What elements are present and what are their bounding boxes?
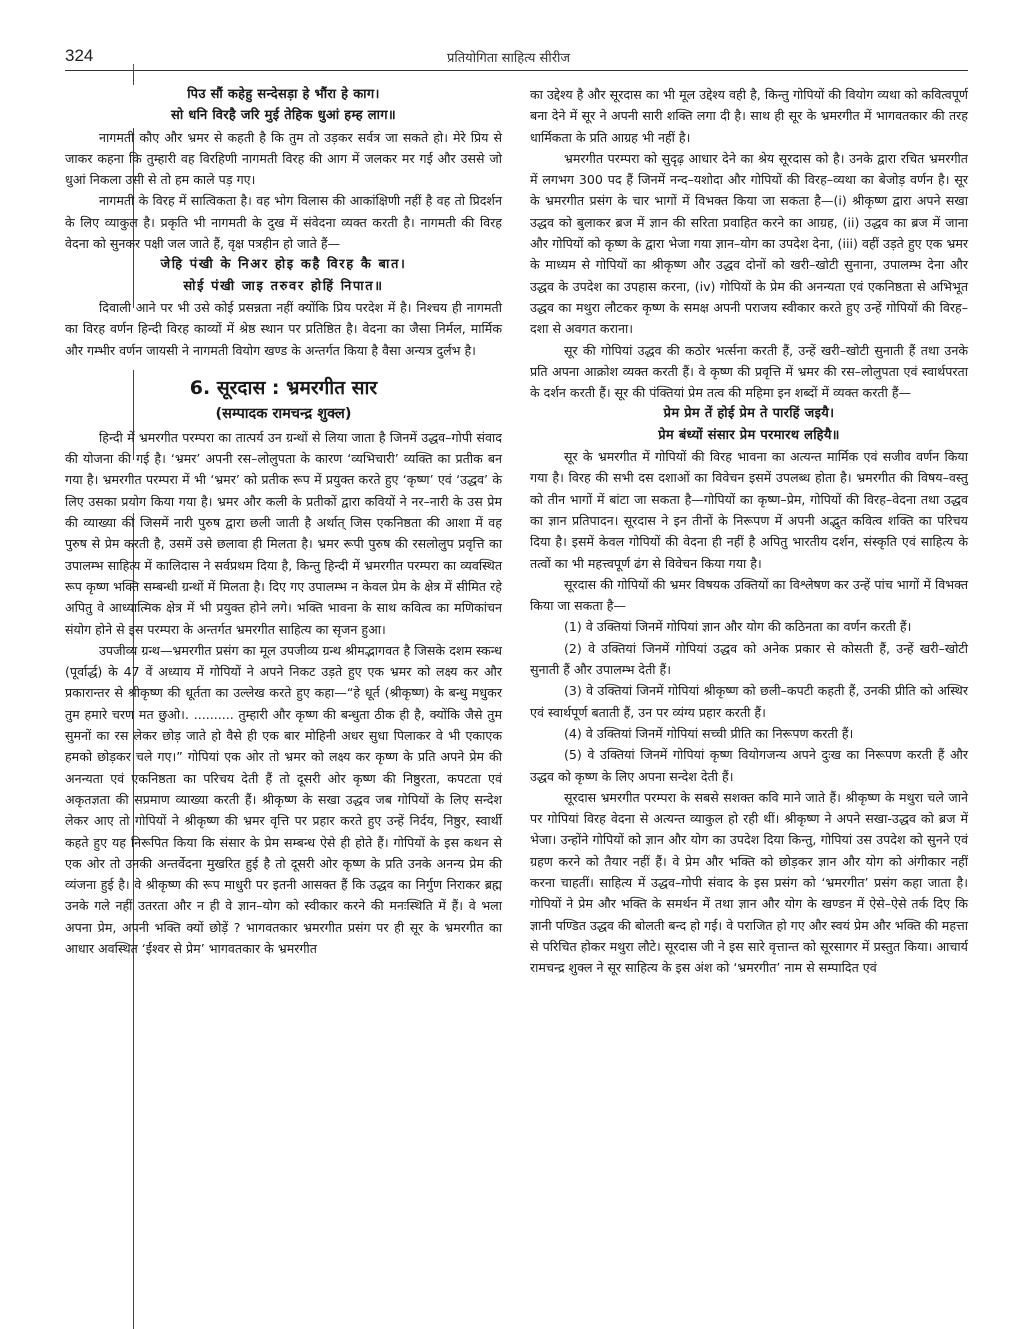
paragraph: सूर की गोपियां उद्धव की कठोर भर्त्सना करती हैं, उन्हें खरी–खोटी सुनाती हैं तथा उनके प्रति अपना आक्रोश व्यक्त करती हैं। वे कृष्ण की प्रवृत्ति में भ्रमर की रस–लोलुपता एवं स्वार्थपरता के दर्शन करती हैं। सूर की पंक्तियां प्रेम तत्व की महिमा इन शब्दों में व्यक्त करती हैं—: [530, 342, 968, 401]
page-number: 324: [65, 46, 94, 65]
paragraph: भ्रमरगीत परम्परा को सुदृढ़ आधार देने का श्रेय सूरदास को है। उनके द्वारा रचित भ्रमरगीत में लगभग 300 पद हैं जिनमें नन्द–यशोदा और गोपियों की विरह–व्यथा का बेजोड़ वर्णन है। सूर के भ्रमरगीत प्रसंग के चार भागों में विभक्त किया जा सकता है—(i) श्रीकृष्ण द्वारा अपने सखा उद्धव को बुलाकर ब्रज में ज्ञान की सरिता प्रवाहित करने का आग्रह, (ii) उद्धव का ब्रज में जाना और गोपियों को कृष्ण के द्वारा भेजा गया ज्ञान–योग का उपदेश देना, (iii) वहीं उड़ते हुए एक भ्रमर के माध्यम से गोपियों का श्रीकृष्ण और उद्धव दोनों को खरी–खोटी सुनाना, उपालम्भ देना और उद्धव के उपदेश का उपहास करना, (iv) गोपियों के प्रेम की अनन्यता एवं एकनिष्ठता से अभिभूत उद्धव का मथुरा लौटकर कृष्ण के समक्ष अपनी पराजय स्वीकार करते हुए उन्हें गोपियों की विरह–दशा से अवगत कराना।: [530, 150, 968, 337]
left-column: [65, 84, 502, 959]
list-item: (4) वे उक्तियां जिनमें गोपियां सच्ची प्रीति का निरूपण करती हैं।: [564, 725, 854, 741]
verse-couplet: [65, 254, 502, 297]
section-subheading: (सम्पादक रामचन्द्र शुक्ल): [215, 405, 352, 422]
scan-line-artifact: [133, 70, 134, 85]
verse-couplet: [65, 84, 502, 127]
verse-line: सोई पंखी जाइ तरुवर होहिं निपात॥: [183, 278, 384, 294]
right-column: [530, 84, 968, 978]
paragraph: नागमती कौए और भ्रमर से कहती है कि तुम तो उड़कर सर्वत्र जा सकते हो। मेरे प्रिय से जाकर कहना कि तुम्हारी वह विरहिणी नागमती विरह की आग में जलकर मर गई और उससे जो धुआं निकला उसी से तो हम काले पड़ गए।: [65, 129, 502, 188]
verse-couplet: [530, 403, 968, 446]
paragraph: सूर के भ्रमरगीत में गोपियों की विरह भावना का अत्यन्त मार्मिक एवं सजीव वर्णन किया गया है। विरह की सभी दस दशाओं का विवेचन इसमें उपलब्ध होता है। भ्रमरगीत की विषय–वस्तु को तीन भागों में बांटा जा सकता है—गोपियों का कृष्ण–प्रेम, गोपियों की विरह–वेदना तथा उद्धव का ज्ञान प्रतिपादन। सूरदास ने इन तीनों के निरूपण में अपनी अद्भुत कवित्व शक्ति का परिचय दिया है। इसमें केवल गोपियों की वेदना ही नहीं है अपितु भारतीय दर्शन, संस्कृति एवं साहित्य के तत्वों का भी महत्त्वपूर्ण ढंग से विवेचन किया गया है।: [530, 449, 968, 571]
list-item: (1) वे उक्तियां जिनमें गोपियां ज्ञान और योग की कठिनता का वर्णन करती हैं।: [564, 619, 912, 635]
verse-line: जेहि पंखी के निअर होइ कहै विरह कै बात।: [160, 257, 407, 273]
paragraph: दिवाली आने पर भी उसे कोई प्रसन्नता नहीं क्योंकि प्रिय परदेश में है। निश्चय ही नागमती का विरह वर्णन हिन्दी विरह काव्यों में श्रेष्ठ स्थान पर प्रतिष्ठित है। वेदना का जैसा निर्मल, मार्मिक और गम्भीर वर्णन जायसी ने नागमती वियोग खण्ड के अन्तर्गत किया है वैसा अन्यत्र दुर्लभ है।: [65, 299, 502, 358]
verse-line: सो धनि विरहै जरि मुई तेहिक धुआं हम्ह लाग॥: [171, 108, 396, 124]
verse-line: प्रेम बंध्यों संसार प्रेम परमारथ लहियै॥: [658, 427, 840, 443]
running-title: प्रतियोगिता साहित्य सीरीज: [447, 51, 571, 66]
paragraph: सूरदास भ्रमरगीत परम्परा के सबसे सशक्त कवि माने जाते हैं। श्रीकृष्ण के मथुरा चले जाने पर गोपियां विरह वेदना से अत्यन्त व्याकुल हो रही थीं। श्रीकृष्ण ने अपने सखा-उद्धव को ब्रज में भेजा। उन्होंने गोपियों को ज्ञान और योग का उपदेश दिया किन्तु, गोपियां उस उपदेश को सुनने एवं ग्रहण करने को तैयार नहीं हैं। वे प्रेम और भक्ति को छोड़कर ज्ञान और योग को अंगीकार नहीं करना चाहतीं। साहित्य में उद्धव–गोपी संवाद के इस प्रसंग को ‘भ्रमरगीत’ प्रसंग कहा जाता है। गोपियों ने प्रेम और भक्ति के समर्थन में तथा ज्ञान और योग के खण्डन में ऐसे–ऐसे तर्क दिए कि ज्ञानी पण्डित उद्धव की बोलती बन्द हो गई। वे पराजित हो गए और स्वयं प्रेम और भक्ति की महत्ता से परिचित होकर मथुरा लौटे। सूरदास जी ने इस सारे वृत्तान्त को सूरसागर में प्रस्तुत किया। आचार्य रामचन्द्र शुक्ल ने सूर साहित्य के इस अंश को ‘भ्रमरगीत’ नाम से सम्पादित एवं: [530, 789, 968, 976]
verse-line: पिउ सौं कहेहु सन्देसड़ा हे भौंरा हे काग।: [187, 87, 380, 102]
paragraph: नागमती के विरह में सात्विकता है। वह भोग विलास की आकांक्षिणी नहीं है वह तो प्रिदर्शन के लिए व्याकुल है। प्रकृति भी नागमती के दुख में संवेदना व्यक्त करती है। नागमती की विरह वेदना को सुनकर पक्षी जल जाते हैं, वृक्ष पत्रहीन हो जाते हैं—: [65, 193, 502, 252]
list-item: (3) वे उक्तियां जिनमें गोपियां श्रीकृष्ण को छली–कपटी कहती हैं, उनकी प्रीति को अस्थिर एवं स्वार्थपूर्ण बताती हैं, उन पर व्यंग्य प्रहार करती हैं।: [530, 683, 968, 720]
paragraph: का उद्देश्य है और सूरदास का भी मूल उद्देश्य वही है, किन्तु गोपियों की वियोग व्यथा को कवित्वपूर्ण बना देने में सूर ने अपनी सारी शक्ति लगा दी है। साथ ही सूर के भ्रमरगीत में भागवतकार की तरह धार्मिकता के प्रति आग्रह भी नहीं है।: [530, 87, 968, 145]
verse-line: प्रेम प्रेम तें होई प्रेम ते पारहिं जइयै।: [663, 406, 835, 422]
paragraph: सूरदास की गोपियों की भ्रमर विषयक उक्तियों का विश्लेषण कर उन्हें पांच भागों में विभक्त किया जा सकता है—: [530, 576, 968, 614]
section-heading: 6. सूरदास : भ्रमरगीत सार: [189, 376, 378, 399]
paragraph: उपजीव्य ग्रन्थ—भ्रमरगीत प्रसंग का मूल उपजीव्य ग्रन्थ श्रीमद्भागवत है जिसके दशम स्कन्ध (पूर्वार्द्ध) के 47 वें अध्याय में गोपियों ने अपने निकट उड़ते हुए एक भ्रमर को लक्ष्य कर और प्रकारान्तर से श्रीकृष्ण की धूर्तता का उल्लेख करते हुए कहा—“हे धूर्त (श्रीकृष्ण) के बन्धु मधुकर तुम हमारे चरण मत छुओ।. .......... तुम्हारी और कृष्ण की बन्धुता ठीक ही है, क्योंकि जैसे तुम सुमनों का रस लेकर छोड़ जाते हो वैसे ही एक बार मोहिनी अधर सुधा पिलाकर वे भी एकाएक हमको छोड़कर चले गए।” गोपियां एक ओर तो भ्रमर को लक्ष्य कर कृष्ण के प्रति अपने प्रेम की अनन्यता एवं एकनिष्ठता का परिचय देती हैं तो दूसरी ओर कृष्ण की निष्ठुरता, कपटता एवं अकृतज्ञता की सप्रमाण व्याख्या करती हैं। श्रीकृष्ण के सखा उद्धव जब गोपियों के लिए सन्देश लेकर आए तो गोपियों ने श्रीकृष्ण की भ्रमर वृत्ति पर प्रहार करते हुए उन्हें निर्दय, निष्ठुर, स्वार्थी कहते हुए यह निरूपित किया कि संसार के प्रेम सम्बन्ध ऐसे ही होते हैं। गोपियों के इस कथन से एक ओर तो उनकी अन्तर्वेदना मुखरित हुई है तो दूसरी ओर कृष्ण के प्रति उनके अनन्य प्रेम की व्यंजना हुई है। वे श्रीकृष्ण की रूप माधुरी पर इतनी आसक्त हैं कि उद्धव का निर्गुण निराकर ब्रह्म उनके गले नहीं उतरता और न ही वे ज्ञान–योग को स्वीकार करने की मनःस्थिति में हैं। वे भला अपना प्रेम, अपनी भक्ति क्यों छोड़ें ? भागवतकार भ्रमरगीत प्रसंग पर ही सूर के भ्रमरगीत का आधार अवस्थित ‘ईश्वर से प्रेम’ भागवतकार के भ्रमरगीत: [65, 642, 502, 956]
list-item: (2) वे उक्तियां जिनमें गोपियां उद्धव को अनेक प्रकार से कोसती हैं, उन्हें खरी–खोटी सुनाती हैं और उपालम्भ देती हैं।: [530, 640, 968, 678]
paragraph: हिन्दी में भ्रमरगीत परम्परा का तात्पर्य उन ग्रन्थों से लिया जाता है जिनमें उद्धव–गोपी संवाद की योजना की गई है। ‘भ्रमर’ अपनी रस–लोलुपता के कारण ‘व्यभिचारी’ व्यक्ति का प्रतीक बन गया है। भ्रमरगीत परम्परा में भी ‘भ्रमर’ को प्रतीक रूप में प्रयुक्त करते हुए ‘कृष्ण’ एवं ‘उद्धव’ के लिए उसका प्रयोग किया गया है। भ्रमर और कली के प्रतीकों द्वारा कवियों ने नर–नारी के उस प्रेम की व्याख्या की जिसमें नारी पुरुष द्वारा छली जाती है अर्थात् जिस एकनिष्ठता की आशा में वह पुरुष से प्रेम करती है, उसमें उसे छलावा ही मिलता है। भ्रमर रूपी पुरुष की रसलोलुप प्रवृत्ति का उपालम्भ साहित्य में कालिदास ने सर्वप्रथम दिया है, किन्तु हिन्दी में भ्रमरगीत परम्परा का व्यवस्थित रूप कृष्ण भक्ति सम्बन्धी ग्रन्थों में मिलता है। दिए गए उपालम्भ न केवल प्रेम के क्षेत्र में सीमित रहे अपितु वे आध्यात्मिक क्षेत्र में भी प्रयुक्त होने लगे। भक्ति भावना के साथ कवित्व का मणिकांचन संयोग होने से इस परम्परा के अन्तर्गत भ्रमरगीत साहित्य का सृजन हुआ।: [65, 429, 502, 637]
page-header: [65, 46, 968, 71]
list-item: (5) वे उक्तियां जिनमें गोपियां कृष्ण वियोगजन्य अपने दुःख का निरूपण करती हैं और उद्धव को कृष्ण के लिए अपना सन्देश देती हैं।: [530, 747, 968, 784]
